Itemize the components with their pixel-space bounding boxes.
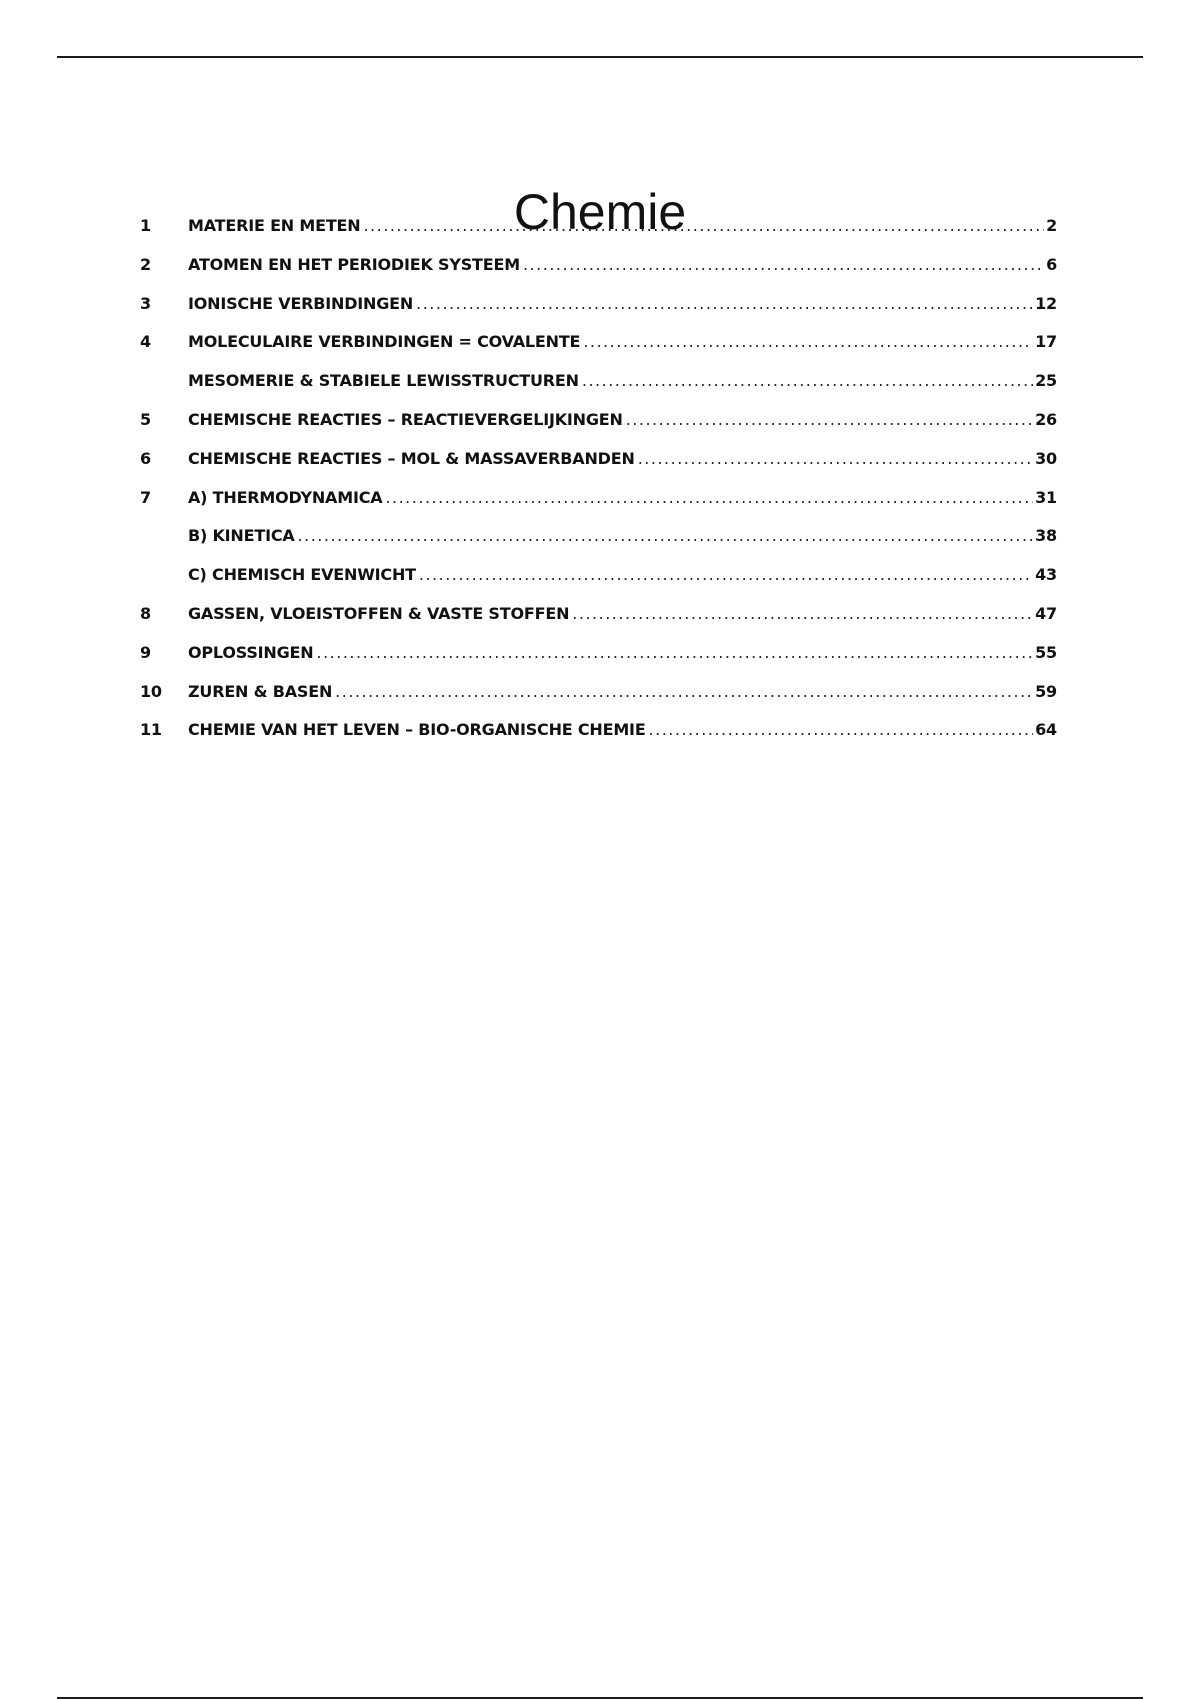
toc-entry-number: 4: [140, 332, 151, 352]
toc-entry-page: 17: [1035, 332, 1057, 352]
toc-entry-number: 6: [140, 448, 151, 468]
toc-entry[interactable]: [140, 604, 1057, 643]
toc-entry-title: MATERIE EN METEN: [188, 216, 361, 235]
toc-entry-page: 25: [1035, 371, 1057, 391]
toc-entry-title: CHEMIE VAN HET LEVEN – BIO-ORGANISCHE CHEMIE: [188, 720, 646, 740]
page-title: Chemie: [513, 183, 687, 240]
toc-dot-leader: [316, 643, 1033, 662]
toc-entry[interactable]: [140, 720, 1057, 759]
toc-entry-page: 30: [1035, 448, 1057, 468]
toc-dot-leader: [638, 449, 1033, 468]
toc-dot-leader: [583, 332, 1033, 351]
toc-entry[interactable]: [140, 255, 1057, 294]
toc-dot-leader: [626, 410, 1033, 429]
toc-entry[interactable]: [140, 643, 1057, 682]
toc-entry-page: 26: [1035, 409, 1057, 429]
toc-dot-leader: [416, 294, 1033, 313]
toc-entry-page: 12: [1035, 293, 1057, 313]
toc-entry[interactable]: [140, 565, 1057, 604]
toc-entry-number: 7: [140, 487, 151, 507]
toc-entry-page: 43: [1035, 565, 1057, 585]
toc-entry[interactable]: [140, 526, 1057, 565]
toc-entry-page: 47: [1035, 603, 1057, 623]
toc-entry-title: OPLOSSINGEN: [188, 642, 314, 662]
toc-entry-title: GASSEN, VLOEISTOFFEN & VASTE STOFFEN: [188, 603, 570, 623]
toc-entry-page: 55: [1035, 642, 1057, 662]
toc-entry-number: 3: [140, 293, 151, 313]
toc-entry-number: 8: [140, 603, 151, 623]
toc-entry-title: IONISCHE VERBINDINGEN: [188, 293, 414, 313]
toc-entry[interactable]: [140, 371, 1057, 410]
toc-entry-page: 64: [1035, 720, 1057, 740]
toc-dot-leader: [363, 216, 1044, 235]
toc-dot-leader: [523, 255, 1044, 274]
toc-entry-number: 2: [140, 254, 151, 274]
toc-entry-page: 6: [1046, 254, 1057, 274]
toc-entry[interactable]: [140, 449, 1057, 488]
toc-entry-title: CHEMISCHE REACTIES – REACTIEVERGELIJKINGEN: [188, 409, 623, 429]
toc-dot-leader: [419, 565, 1033, 584]
toc-entry-title: B) KINETICA: [188, 526, 295, 546]
toc-entry-number: 11: [140, 720, 162, 740]
table-of-contents: [140, 216, 1057, 759]
toc-dot-leader: [649, 720, 1034, 739]
toc-entry-title: A) THERMODYNAMICA: [188, 487, 383, 507]
toc-entry-number: 1: [140, 216, 151, 235]
toc-entry-page: 38: [1035, 526, 1057, 546]
toc-entry-title: MOLECULAIRE VERBINDINGEN = COVALENTE: [188, 332, 581, 352]
toc-dot-leader: [582, 371, 1033, 390]
toc-entry-title: CHEMISCHE REACTIES – MOL & MASSAVERBANDEN: [188, 448, 635, 468]
toc-dot-leader: [335, 682, 1033, 701]
toc-entry[interactable]: [140, 332, 1057, 371]
toc-dot-leader: [385, 488, 1033, 507]
toc-entry-page: 59: [1035, 681, 1057, 701]
toc-entry-number: 5: [140, 409, 151, 429]
toc-entry-page: 31: [1035, 487, 1057, 507]
toc-entry[interactable]: [140, 216, 1057, 255]
toc-entry-title: ZUREN & BASEN: [188, 681, 333, 701]
toc-dot-leader: [298, 526, 1034, 545]
toc-dot-leader: [572, 604, 1033, 623]
toc-entry-title: MESOMERIE & STABIELE LEWISSTRUCTUREN: [188, 371, 579, 391]
toc-entry-number: 9: [140, 642, 151, 662]
toc-entry[interactable]: [140, 294, 1057, 333]
toc-entry-number: 10: [140, 681, 162, 701]
toc-entry[interactable]: [140, 488, 1057, 527]
toc-entry[interactable]: [140, 410, 1057, 449]
footer-rule: [57, 1697, 1143, 1699]
toc-entry[interactable]: [140, 682, 1057, 721]
toc-entry-title: C) CHEMISCH EVENWICHT: [188, 565, 416, 585]
header-rule: [57, 56, 1143, 58]
toc-entry-page: 2: [1046, 216, 1057, 235]
toc-entry-title: ATOMEN EN HET PERIODIEK SYSTEEM: [188, 254, 520, 274]
